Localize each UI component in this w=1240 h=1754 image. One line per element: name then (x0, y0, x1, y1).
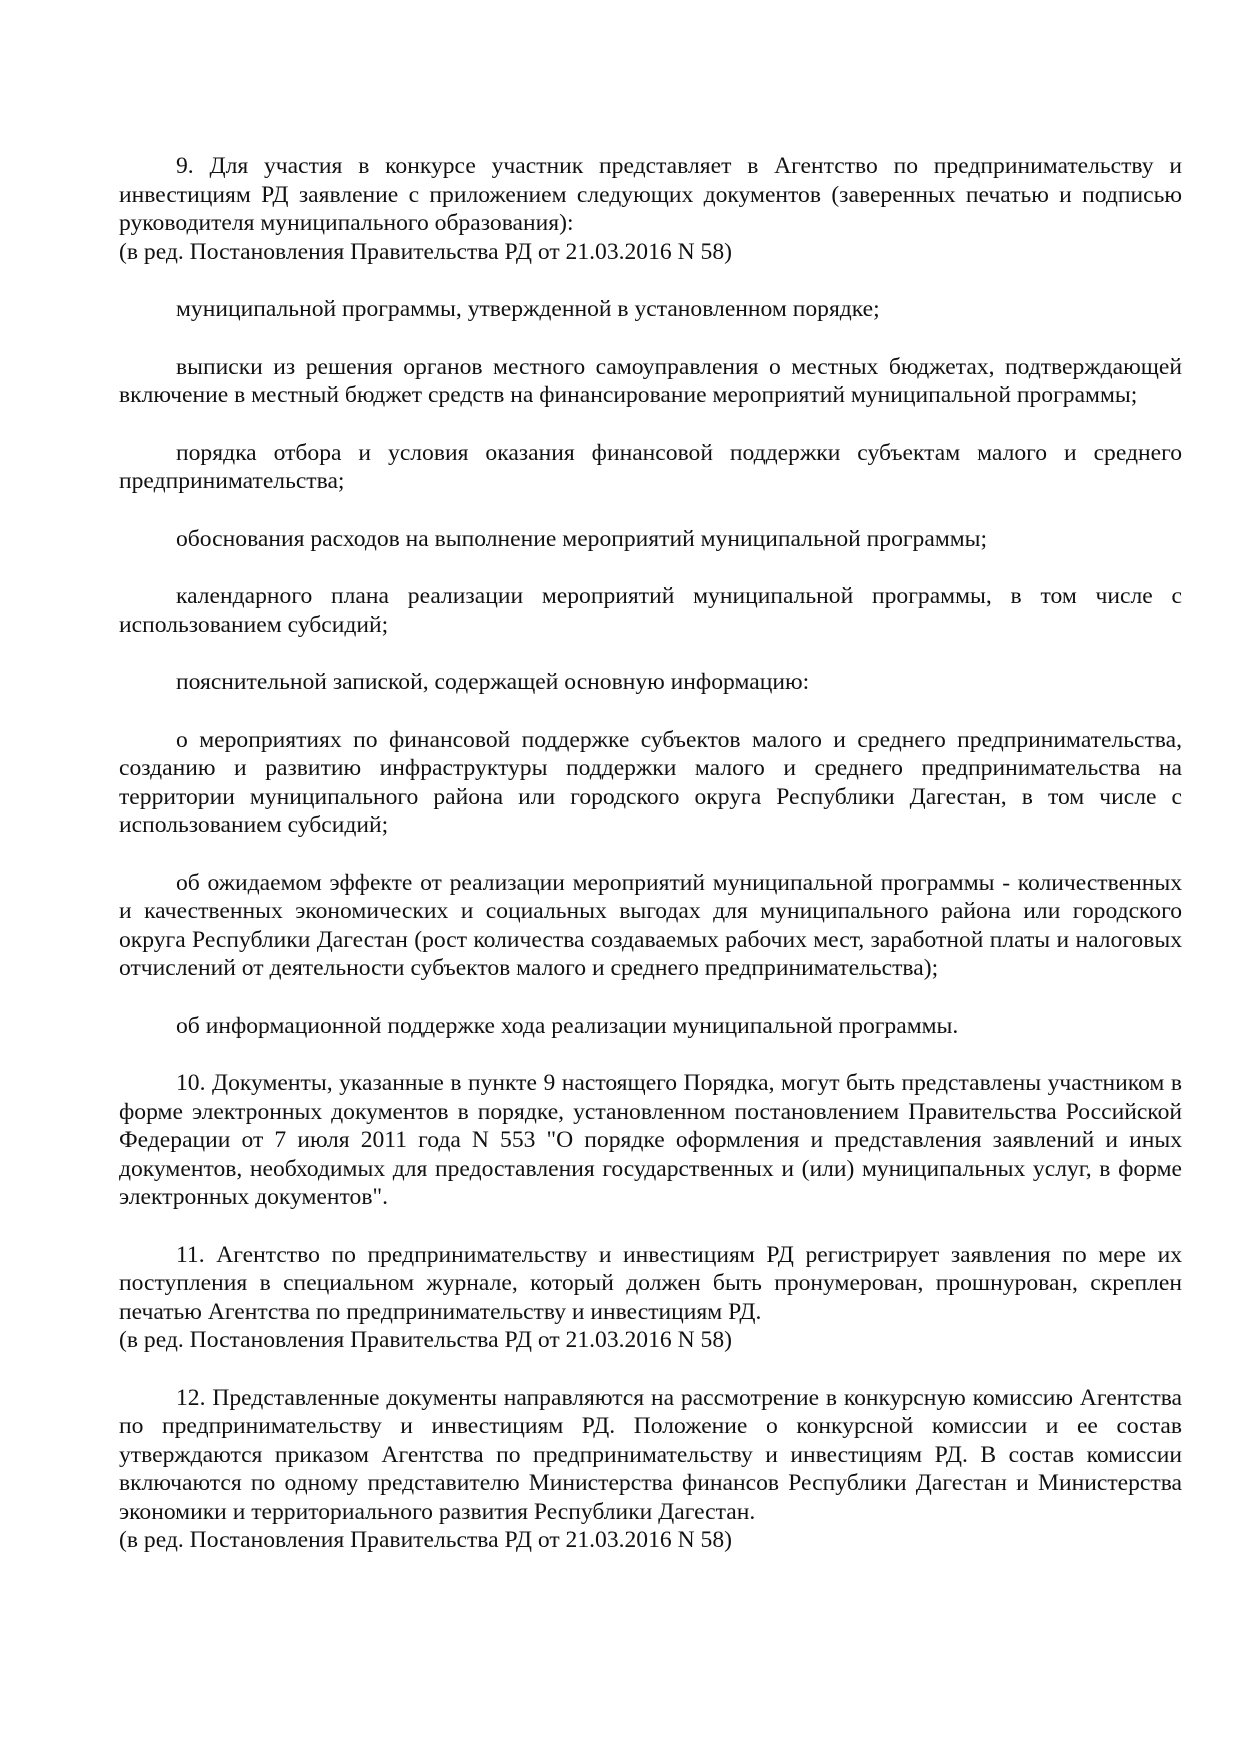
list-item-calendar-plan: календарного плана реализации мероприятий муниципальной программы, в том числе с использованием субсидий; (119, 583, 1182, 638)
paragraph-10: 10. Документы, указанные в пункте 9 настоящего Порядка, могут быть представлены участником в форме электронных документов в порядке, установленном постановлением Правительства Российской Федерации от 7 июля 2011 года N 553 "О порядке оформления и представления заявлений и иных документов, необходимых для предоставления государственных и (или) муниципальных услуг, в форме электронных документов". (119, 1070, 1182, 1210)
paragraph-12: 12. Представленные документы направляются на рассмотрение в конкурсную комиссию Агентства по предпринимательству и инвестициям РД. Положение о конкурсной комиссии и ее состав утверждаются приказом Агентства по предпринимательству и инвестициям РД. В состав комиссии включаются по одному представителю Министерства финансов Республики Дагестан и Министерства экономики и территориального развития Республики Дагестан. (119, 1384, 1182, 1525)
document-page (119, 152, 1182, 1555)
list-item-expense-justification: обоснования расходов на выполнение мероприятий муниципальной программы; (176, 525, 988, 552)
list-item-explanatory-note: пояснительной запиской, содержащей основную информацию: (176, 669, 810, 695)
list-item-program: муниципальной программы, утвержденной в установленном порядке; (176, 296, 880, 322)
list-item-budget-extract: выписки из решения органов местного самоуправления о местных бюджетах, подтверждающей включение в местный бюджет средств на финансирование мероприятий муниципальной программы; (119, 353, 1182, 408)
list-item-information-support: об информационной поддержке хода реализации муниципальной программы. (176, 1012, 959, 1039)
paragraph-9: 9. Для участия в конкурсе участник представляет в Агентство по предпринимательству и инвестициям РД заявление с приложением следующих документов (заверенных печатью и подписью руководителя муниципального образования): (119, 153, 1182, 236)
list-item-selection-procedure: порядка отбора и условия оказания финансовой поддержки субъектам малого и среднего предпринимательства; (119, 439, 1182, 494)
amendment-note: (в ред. Постановления Правительства РД от 21.03.2016 N 58) (119, 238, 732, 265)
amendment-note: (в ред. Постановления Правительства РД от 21.03.2016 N 58) (119, 1327, 732, 1353)
paragraph-11: 11. Агентство по предпринимательству и инвестициям РД регистрирует заявления по мере их поступления в специальном журнале, который должен быть пронумерован, прошнурован, скреплен печатью Агентства по предпринимательству и инвестициям РД. (119, 1241, 1182, 1325)
list-item-expected-effect: об ожидаемом эффекте от реализации мероприятий муниципальной программы - количественных и качественных экономических и социальных выгодах для муниципального района или городского округа Республики Дагестан (рост количества создаваемых рабочих мест, заработной платы и налоговых отчислений от деятельности субъектов малого и среднего предпринимательства); (119, 869, 1182, 981)
list-item-support-measures: о мероприятиях по финансовой поддержке субъектов малого и среднего предпринимательства, созданию и развитию инфраструктуры поддержки малого и среднего предпринимательства на территории муниципального района или городского округа Республики Дагестан, в том числе с использованием субсидий; (119, 726, 1182, 838)
amendment-note: (в ред. Постановления Правительства РД от 21.03.2016 N 58) (119, 1527, 732, 1553)
